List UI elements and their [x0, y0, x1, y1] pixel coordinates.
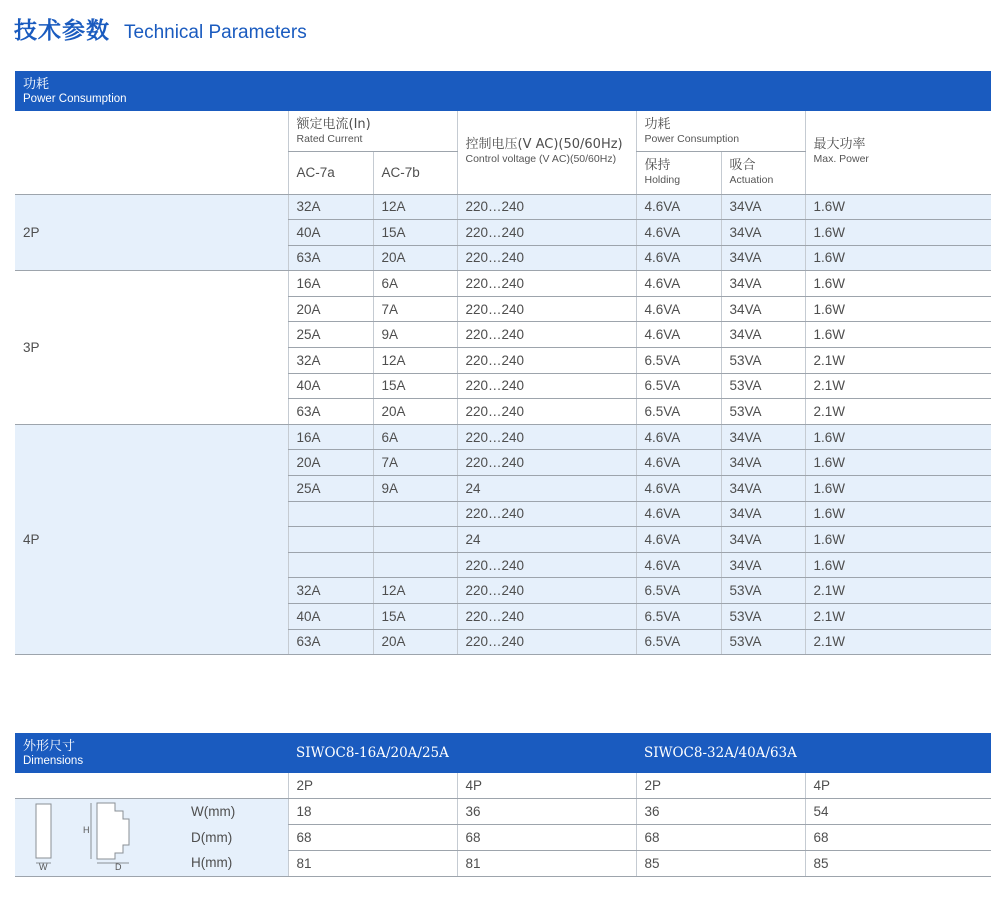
table-cell: 220…240 [457, 296, 636, 322]
table-cell: 220…240 [457, 245, 636, 271]
table-cell: 16A [288, 424, 373, 450]
table-cell: 63A [288, 399, 373, 425]
dimensions-table [15, 733, 991, 877]
table-cell: 34VA [721, 552, 805, 578]
max-power-en: Max. Power [813, 153, 869, 165]
table-cell: 53VA [721, 399, 805, 425]
table-cell: 4.6VA [636, 220, 721, 246]
table-cell: 220…240 [457, 450, 636, 476]
table-cell: 12A [373, 578, 457, 604]
rated-current-cn: 额定电流(In) [296, 117, 371, 132]
table-cell: 16A [288, 271, 373, 297]
table-cell: 34VA [721, 501, 805, 527]
dimensions-title-en: Dimensions [23, 754, 84, 767]
table-cell: 53VA [721, 578, 805, 604]
actuation-en: Actuation [729, 174, 774, 186]
model-a-header: SIWOC8-16A/20A/25A [288, 733, 636, 773]
table-cell: 220…240 [457, 552, 636, 578]
dimensions-section-header [15, 733, 288, 773]
table-cell: 4.6VA [636, 194, 721, 220]
table-cell: 20A [288, 296, 373, 322]
table-cell: 40A [288, 220, 373, 246]
table-cell: 24 [457, 527, 636, 553]
table-cell: 15A [373, 220, 457, 246]
table-cell: 7A [373, 450, 457, 476]
table-cell: 2.1W [805, 578, 991, 604]
table-cell: 220…240 [457, 348, 636, 374]
table-cell: 6.5VA [636, 399, 721, 425]
table-cell: 63A [288, 245, 373, 271]
table-cell: 9A [373, 322, 457, 348]
table-cell: 2.1W [805, 373, 991, 399]
ac7b-header: AC-7b [373, 151, 457, 194]
table-cell: 53VA [721, 629, 805, 655]
table-cell: 85 [636, 851, 805, 877]
dimension-label-cell [15, 799, 288, 877]
table-cell: 32A [288, 578, 373, 604]
table-cell: 4.6VA [636, 296, 721, 322]
table-cell: 220…240 [457, 629, 636, 655]
header-blank-cell [15, 111, 288, 194]
table-cell: 1.6W [805, 450, 991, 476]
dimensions-title-cn: 外形尺寸 [23, 738, 76, 754]
table-cell: 34VA [721, 296, 805, 322]
dimension-label: W(mm) [191, 804, 236, 820]
table-cell: 1.6W [805, 552, 991, 578]
control-voltage-header [457, 111, 636, 194]
max-power-header [805, 111, 991, 194]
table-cell: 220…240 [457, 194, 636, 220]
power-table-body [15, 194, 991, 655]
pole-cell: 4P [15, 424, 288, 654]
table-cell: 63A [288, 629, 373, 655]
table-cell [373, 552, 457, 578]
table-cell: 12A [373, 194, 457, 220]
table-cell: 12A [373, 348, 457, 374]
table-cell: 81 [288, 851, 457, 877]
table-cell [288, 527, 373, 553]
table-cell: 34VA [721, 322, 805, 348]
table-cell: 1.6W [805, 271, 991, 297]
table-cell: 220…240 [457, 501, 636, 527]
table-cell: 1.6W [805, 194, 991, 220]
table-cell [288, 552, 373, 578]
table-cell: 1.6W [805, 476, 991, 502]
pole-header: 4P [805, 773, 991, 799]
pole-cell: 2P [15, 194, 288, 271]
table-cell: 2.1W [805, 629, 991, 655]
table-cell: 1.6W [805, 296, 991, 322]
actuation-header [721, 151, 805, 194]
pole-header: 2P [636, 773, 805, 799]
dimension-diagram-icon [15, 799, 165, 876]
table-row [15, 799, 991, 825]
holding-cn: 保持 [644, 158, 671, 173]
table-cell: 1.6W [805, 220, 991, 246]
table-cell: 36 [636, 799, 805, 825]
page-title [14, 12, 307, 44]
table-cell: 18 [288, 799, 457, 825]
table-row [15, 424, 991, 450]
table-cell: 4.6VA [636, 476, 721, 502]
table-cell: 32A [288, 194, 373, 220]
table-cell: 2.1W [805, 348, 991, 374]
table-cell: 25A [288, 322, 373, 348]
table-cell: 36 [457, 799, 636, 825]
table-row [15, 194, 991, 220]
holding-header [636, 151, 721, 194]
table-cell: 220…240 [457, 373, 636, 399]
table-cell: 34VA [721, 450, 805, 476]
rated-current-header [288, 111, 457, 151]
table-cell: 220…240 [457, 271, 636, 297]
table-cell: 68 [636, 825, 805, 851]
dimension-blank-cell [15, 773, 288, 799]
table-row [15, 271, 991, 297]
consumption-cn: 功耗 [644, 117, 671, 132]
table-cell: 34VA [721, 424, 805, 450]
table-cell: 34VA [721, 245, 805, 271]
table-cell: 9A [373, 476, 457, 502]
table-cell: 220…240 [457, 604, 636, 630]
table-cell: 220…240 [457, 220, 636, 246]
table-cell: 220…240 [457, 322, 636, 348]
table-cell: 34VA [721, 220, 805, 246]
table-cell: 1.6W [805, 501, 991, 527]
table-cell: 34VA [721, 476, 805, 502]
table-cell: 4.6VA [636, 271, 721, 297]
table-cell: 20A [373, 399, 457, 425]
table-cell: 220…240 [457, 424, 636, 450]
table-cell: 20A [373, 629, 457, 655]
table-cell: 53VA [721, 373, 805, 399]
table-cell: 40A [288, 373, 373, 399]
table-cell: 1.6W [805, 424, 991, 450]
holding-en: Holding [644, 174, 681, 186]
table-cell: 4.6VA [636, 450, 721, 476]
table-cell: 85 [805, 851, 991, 877]
table-cell: 53VA [721, 604, 805, 630]
table-cell: 40A [288, 604, 373, 630]
table-cell: 20A [373, 245, 457, 271]
consumption-en: Power Consumption [644, 133, 740, 145]
table-cell [373, 501, 457, 527]
table-cell: 34VA [721, 271, 805, 297]
control-voltage-en: Control voltage (V AC)(50/60Hz) [465, 153, 617, 165]
table-cell: 68 [288, 825, 457, 851]
icon-label-h: H [83, 825, 90, 836]
table-cell: 25A [288, 476, 373, 502]
table-cell: 220…240 [457, 578, 636, 604]
table-cell: 2.1W [805, 604, 991, 630]
model-b-header: SIWOC8-32A/40A/63A [636, 733, 991, 773]
power-section-header [15, 71, 991, 111]
table-cell: 6.5VA [636, 578, 721, 604]
table-cell: 6A [373, 271, 457, 297]
table-cell: 34VA [721, 527, 805, 553]
table-cell: 4.6VA [636, 424, 721, 450]
table-cell: 6.5VA [636, 629, 721, 655]
table-cell: 1.6W [805, 245, 991, 271]
icon-label-w: W [39, 862, 48, 873]
table-cell: 4.6VA [636, 527, 721, 553]
table-cell: 20A [288, 450, 373, 476]
table-cell [373, 527, 457, 553]
table-cell: 6.5VA [636, 348, 721, 374]
table-cell: 24 [457, 476, 636, 502]
power-section-title-en: Power Consumption [23, 92, 127, 105]
power-section-title-cn: 功耗 [23, 76, 50, 92]
table-cell [288, 501, 373, 527]
table-cell: 15A [373, 604, 457, 630]
page-title-en: Technical Parameters [124, 22, 307, 43]
table-cell: 2.1W [805, 399, 991, 425]
pole-header: 4P [457, 773, 636, 799]
consumption-header [636, 111, 805, 151]
dimensions-table-body [15, 799, 991, 877]
table-cell: 34VA [721, 194, 805, 220]
table-cell: 81 [457, 851, 636, 877]
max-power-cn: 最大功率 [813, 137, 866, 152]
table-cell: 54 [805, 799, 991, 825]
table-cell: 68 [457, 825, 636, 851]
actuation-cn: 吸合 [729, 158, 756, 173]
pole-cell: 3P [15, 271, 288, 425]
table-cell: 6A [373, 424, 457, 450]
table-cell: 4.6VA [636, 552, 721, 578]
power-consumption-table [15, 71, 991, 655]
table-cell: 1.6W [805, 322, 991, 348]
rated-current-en: Rated Current [296, 133, 363, 145]
page-title-cn: 技术参数 [14, 18, 110, 44]
table-cell: 1.6W [805, 527, 991, 553]
table-cell: 53VA [721, 348, 805, 374]
table-cell: 15A [373, 373, 457, 399]
control-voltage-cn: 控制电压(V AC)(50/60Hz) [465, 137, 623, 152]
table-cell: 32A [288, 348, 373, 374]
ac7a-header: AC-7a [288, 151, 373, 194]
table-cell: 4.6VA [636, 245, 721, 271]
table-cell: 4.6VA [636, 501, 721, 527]
table-cell: 6.5VA [636, 373, 721, 399]
dimension-label: D(mm) [191, 829, 233, 845]
dimension-label: H(mm) [191, 855, 233, 871]
table-cell: 220…240 [457, 399, 636, 425]
table-cell: 6.5VA [636, 604, 721, 630]
table-cell: 4.6VA [636, 322, 721, 348]
pole-header: 2P [288, 773, 457, 799]
table-cell: 68 [805, 825, 991, 851]
table-cell: 7A [373, 296, 457, 322]
icon-label-d: D [115, 862, 122, 873]
